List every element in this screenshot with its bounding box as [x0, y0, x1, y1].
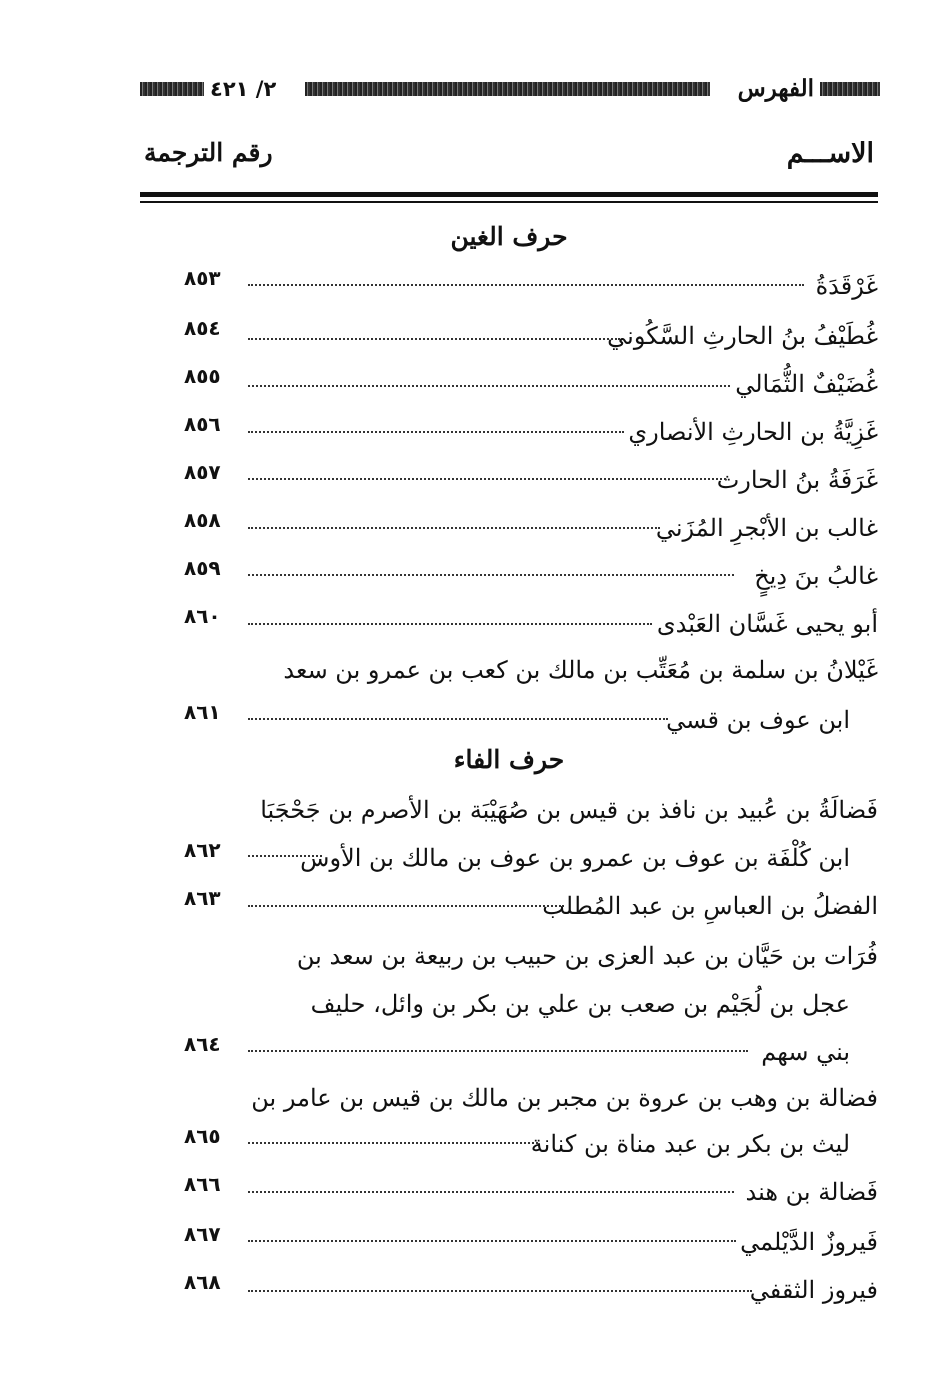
header-ornament-band [305, 82, 710, 96]
dot-leader [248, 431, 624, 433]
entry-name-continuation: ابن عوف بن قسي [666, 706, 850, 734]
dot-leader [248, 1290, 752, 1292]
entry-number: ٨٦٤ [184, 1032, 221, 1056]
dot-leader [248, 718, 668, 720]
page-reference: ٢/ ٤٢١ [204, 74, 282, 104]
entry-name: غَرَفَةُ بنُ الحارث [716, 466, 878, 494]
entry-name-continuation: عجل بن لُجَيْم بن صعب بن علي بن بكر بن وائل، حليف [310, 990, 850, 1018]
entry-name: فَضالَةُ بن عُبيد بن نافذ بن قيس بن صُهَيْبَة بن الأصرم بن جَحْجَبَا [260, 796, 878, 824]
entry-number: ٨٦٦ [184, 1172, 221, 1196]
dot-leader [248, 574, 734, 576]
section-title-fa: حرف الفاء [453, 745, 565, 774]
dot-leader [248, 478, 726, 480]
entry-name: غُطَيْفُ بنُ الحارثِ السَّكُوني [607, 322, 878, 350]
dot-leader [248, 1050, 748, 1052]
dot-leader [248, 623, 652, 625]
entry-name-continuation: ليث بن بكر بن عبد مناة بن كنانة [530, 1130, 850, 1158]
dot-leader [248, 338, 620, 340]
header-rule-thick [140, 192, 878, 197]
header-ornament-band [820, 82, 880, 96]
dot-leader [248, 385, 730, 387]
column-headers [140, 138, 878, 182]
dot-leader [248, 1240, 736, 1242]
entry-number: ٨٦٢ [184, 838, 221, 862]
entry-number: ٨٥٣ [184, 266, 221, 290]
entry-name: غَزِيَّةُ بن الحارثِ الأنصاري [628, 418, 878, 446]
entry-number: ٨٥٤ [184, 316, 221, 340]
entry-number: ٨٥٦ [184, 412, 221, 436]
entry-number: ٨٦٠ [184, 604, 221, 628]
header-rule-thin [140, 201, 878, 203]
entry-number: ٨٦٨ [184, 1270, 221, 1294]
entry-name: فَضالة بن هند [745, 1178, 878, 1206]
entry-number: ٨٥٥ [184, 364, 221, 388]
dot-leader [248, 284, 804, 286]
entry-name: فيروز الثقفي [749, 1276, 878, 1304]
name-column-header: الاســـم [786, 138, 874, 169]
entry-name: الفضلُ بن العباسِ بن عبد المُطلب [542, 892, 878, 920]
header-ornament-band [140, 82, 204, 96]
entry-name: فَيروزٌ الدَّيْلمي [740, 1228, 878, 1256]
dot-leader [248, 1142, 538, 1144]
dot-leader [248, 855, 322, 857]
entry-name: غالب بن الأبْجرِ المُزَني [655, 514, 878, 542]
entry-name: أبو يحيى غَسَّان العَبْدى [656, 610, 878, 638]
entry-name: فُرَات بن حَيَّان بن عبد العزى بن حبيب بن ربيعة بن سعد بن [296, 942, 878, 970]
section-title-ghayn: حرف الغين [450, 222, 568, 251]
number-column-header: رقم الترجمة [144, 138, 273, 167]
dot-leader [248, 527, 660, 529]
entry-name: غُضَيْفٌ الثُّمَالي [735, 370, 878, 398]
running-title: الفهرس [732, 74, 820, 104]
entry-number: ٨٦١ [184, 700, 221, 724]
entry-name-continuation: بني سهم [761, 1038, 850, 1066]
running-header [140, 74, 880, 104]
entry-name: فضالة بن وهب بن عروة بن مجبر بن مالك بن قيس بن عامر بن [251, 1084, 878, 1112]
dot-leader [248, 905, 564, 907]
entry-number: ٨٦٣ [184, 886, 221, 910]
entry-name: غَرْقَدَةُ [815, 272, 878, 300]
entry-number: ٨٥٧ [184, 460, 221, 484]
entry-number: ٨٥٨ [184, 508, 221, 532]
entry-name-continuation: ابن كُلْفَة بن عوف بن عمرو بن عوف بن مالك بن الأوس [300, 844, 850, 872]
entry-number: ٨٥٩ [184, 556, 221, 580]
dot-leader [248, 1191, 734, 1193]
entry-number: ٨٦٥ [184, 1124, 221, 1148]
entry-name: غَيْلانُ بن سلمة بن مُعَتِّب بن مالك بن كعب بن عمرو بن سعد [283, 656, 878, 684]
entry-number: ٨٦٧ [184, 1222, 221, 1246]
entry-name: غالبُ بنَ دِيخٍ [754, 562, 878, 590]
